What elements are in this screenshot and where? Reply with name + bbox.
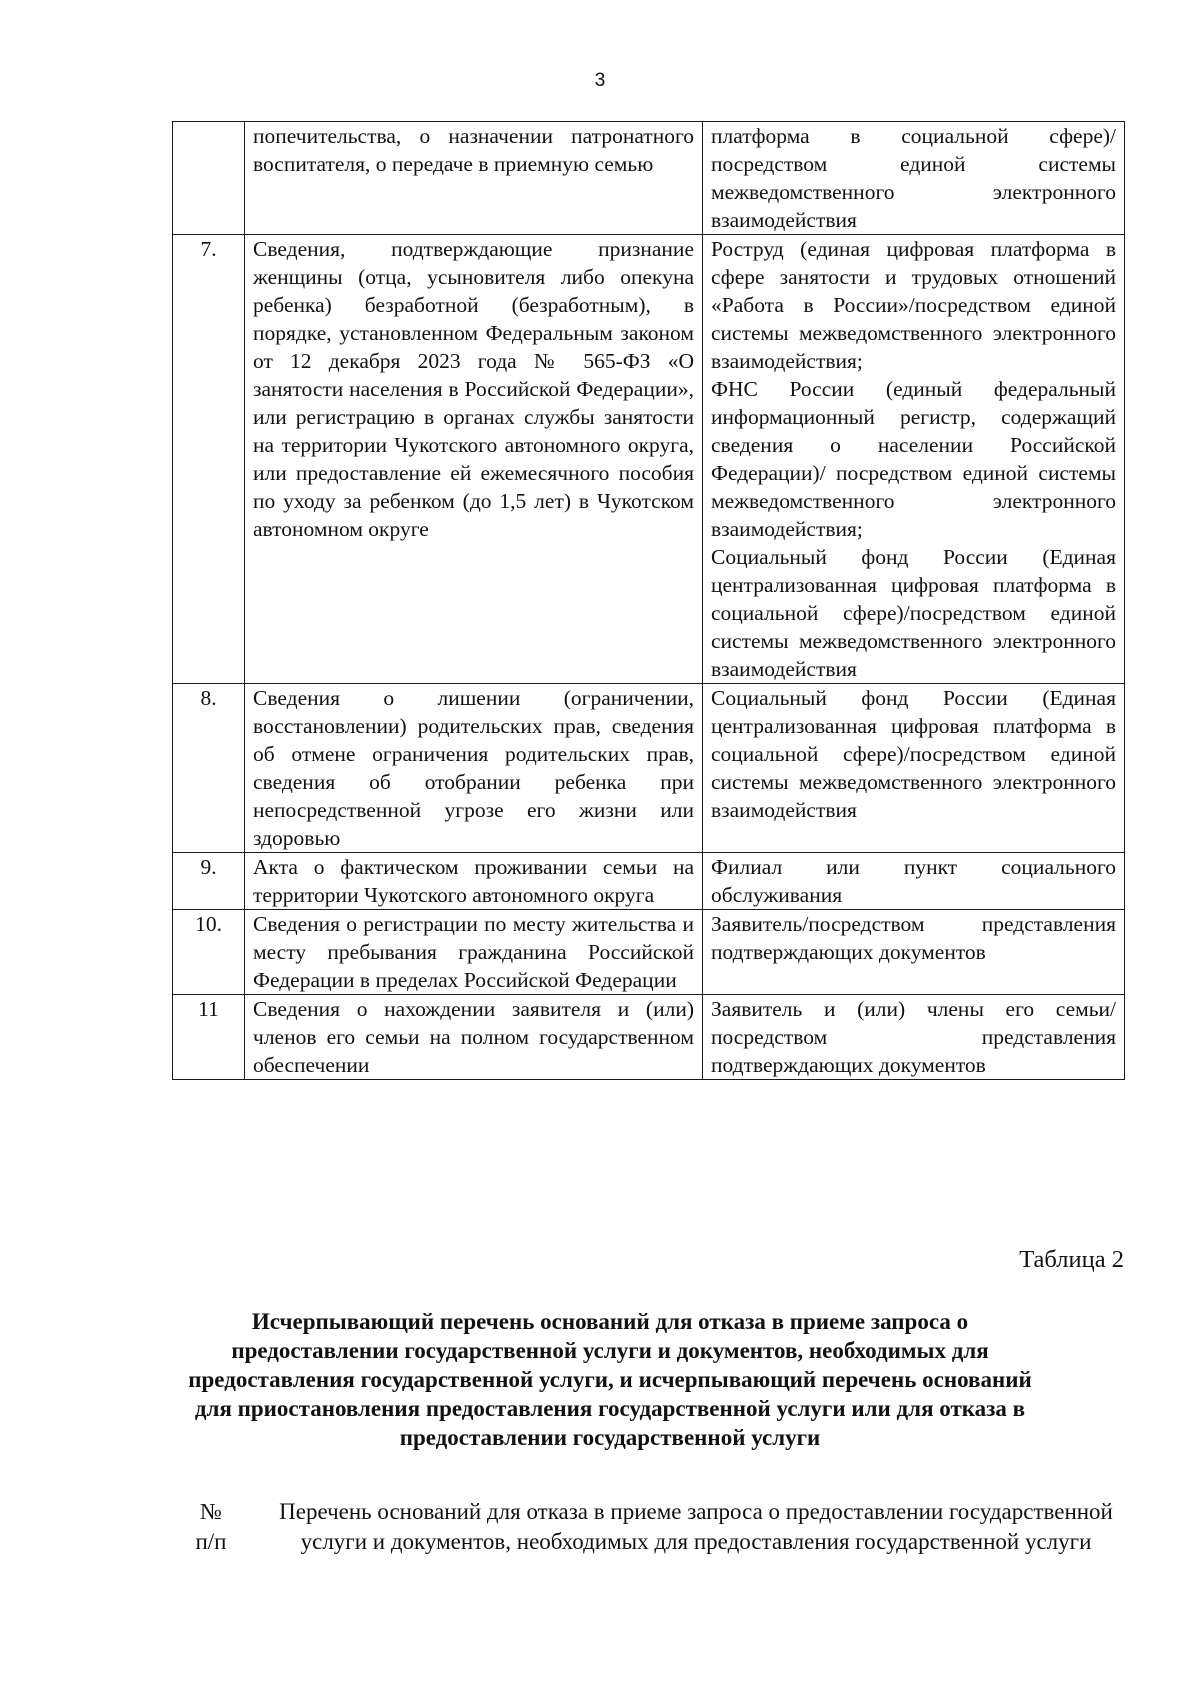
source-cell: Филиал или пункт социального обслуживания	[703, 853, 1125, 910]
row-number: 7.	[173, 235, 245, 684]
info-cell: Сведения о регистрации по месту жительства и месту пребывания гражданина Российской Федерации в пределах Российской Федерации	[245, 910, 703, 995]
info-cell: Сведения, подтверждающие признание женщины (отца, усыновителя либо опекуна ребенка) безработной (безработным), в порядке, установленном Федеральным законом от 12 декабря 2023 года № 565-ФЗ «О занятости населения в Российской Федерации», или регистрацию в органах службы занятости на территории Чукотского автономного округа, или предоставление ей ежемесячного пособия по уходу за ребенком (до 1,5 лет) в Чукотском автономном округе	[245, 235, 703, 684]
info-cell: Акта о фактическом проживании семьи на территории Чукотского автономного округа	[245, 853, 703, 910]
info-cell: попечительства, о назначении патронатного воспитателя, о передаче в приемную семью	[245, 122, 703, 235]
row-number	[173, 122, 245, 235]
table-row	[173, 853, 1125, 910]
source-cell: Роструд (единая цифровая платформа в сфере занятости и трудовых отношений «Работа в России»/посредством единой системы межведомственного электронного взаимодействия; ФНС России (единый федеральный информационный регистр, содержащий сведения о населении Российской Федерации)/ посредством единой системы межведомственного электронного взаимодействия; Социальный фонд России (Единая централизованная цифровая платформа в социальной сфере)/посредством единой системы межведомственного электронного взаимодействия	[703, 235, 1125, 684]
column-header-title: Перечень оснований для отказа в приеме запроса о предоставлении государственной услуги и документов, необходимых для предоставления государственной услуги	[279, 1499, 1113, 1554]
section-heading: Исчерпывающий перечень оснований для отказа в приеме запроса о предоставлении государственной услуги и документов, необходимых для предоставления государственной услуги, и исчерпывающий перечень оснований для приостановления предоставления государственной услуги или для отказа в предоставлении государственной услуги	[188, 1309, 1032, 1450]
row-number: 10.	[173, 910, 245, 995]
source-cell: Заявитель/посредством представления подтверждающих документов	[703, 910, 1125, 995]
table-row	[173, 235, 1125, 684]
column-header-number-line1: №	[200, 1499, 222, 1524]
source-cell: платформа в социальной сфере)/посредством единой системы межведомственного электронного взаимодействия	[703, 122, 1125, 235]
info-cell: Сведения о лишении (ограничении, восстановлении) родительских прав, сведения об отмене ограничения родительских прав, сведения об отобрании ребенка при непосредственной угрозе его жизни или здоровью	[245, 684, 703, 853]
table-label: Таблица 2	[1019, 1246, 1124, 1273]
row-number: 11	[173, 995, 245, 1080]
info-cell: Сведения о нахождении заявителя и (или) членов его семьи на полном государственном обеспечении	[245, 995, 703, 1080]
table-row	[173, 995, 1125, 1080]
requirements-table	[172, 121, 1125, 1080]
column-header-number-line2: п/п	[195, 1529, 227, 1554]
source-cell: Социальный фонд России (Единая централизованная цифровая платформа в социальной сфере)/посредством единой системы межведомственного электронного взаимодействия	[703, 684, 1125, 853]
row-number: 9.	[173, 853, 245, 910]
table-row	[173, 122, 1125, 235]
table-row	[173, 684, 1125, 853]
row-number: 8.	[173, 684, 245, 853]
source-cell: Заявитель и (или) члены его семьи/посредством представления подтверждающих документов	[703, 995, 1125, 1080]
table-row	[173, 910, 1125, 995]
column-header-number	[186, 1497, 236, 1557]
page-number: 3	[594, 70, 606, 91]
